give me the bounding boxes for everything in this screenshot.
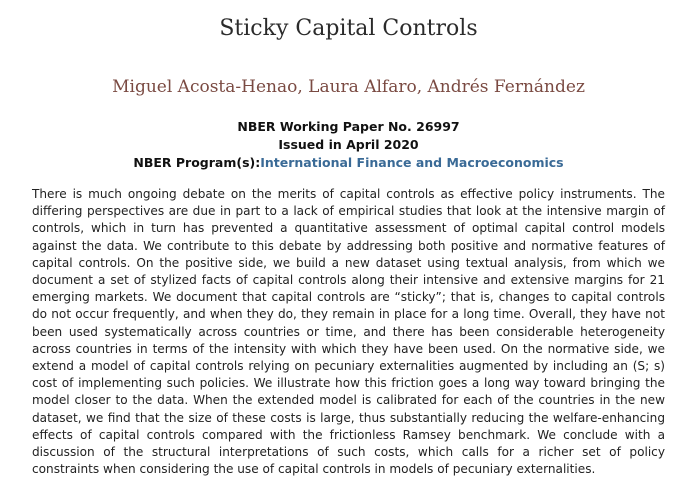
paper-authors: Miguel Acosta-Henao, Laura Alfaro, Andrés Fernández: [112, 77, 585, 97]
paper-metadata: [32, 118, 665, 172]
issue-date: Issued in April 2020: [278, 137, 419, 152]
paper-page: [0, 14, 681, 502]
working-paper-number: NBER Working Paper No. 26997: [237, 119, 460, 134]
program-label: NBER Program(s):: [133, 155, 261, 170]
program-link[interactable]: International Finance and Macroeconomics: [260, 155, 564, 170]
paper-abstract: There is much ongoing debate on the merits of capital controls as effective policy instruments. The differing perspectives are due in part to a lack of empirical studies that look at the intensive margin of controls, which in turn has prevented a quantitative assessment of optimal capital control models against the data. We contribute to this debate by addressing both positive and normative features of capital controls. On the positive side, we build a new dataset using textual analysis, from which we document a set of stylized facts of capital controls along their intensive and extensive margins for 21 emerging markets. We document that capital controls are “sticky”; that is, changes to capital controls do not occur frequently, and when they do, they remain in place for a long time. Overall, they have not been used systematically across countries or time, and there has been considerable heterogeneity across countries in terms of the intensity with which they have been used. On the normative side, we extend a model of capital controls relying on pecuniary externalities augmented by including an (S; s) cost of implementing such policies. We illustrate how this friction goes a long way toward bringing the model closer to the data. When the extended model is calibrated for each of the countries in the new dataset, we find that the size of these costs is large, thus substantially reducing the welfare-enhancing effects of capital controls compared with the frictionless Ramsey benchmark. We conclude with a discussion of the structural interpretations of such costs, which calls for a richer set of policy constraints when considering the use of capital controls in models of pecuniary externalities.: [32, 187, 665, 477]
paper-title: Sticky Capital Controls: [219, 16, 478, 41]
program-line: [32, 154, 665, 172]
